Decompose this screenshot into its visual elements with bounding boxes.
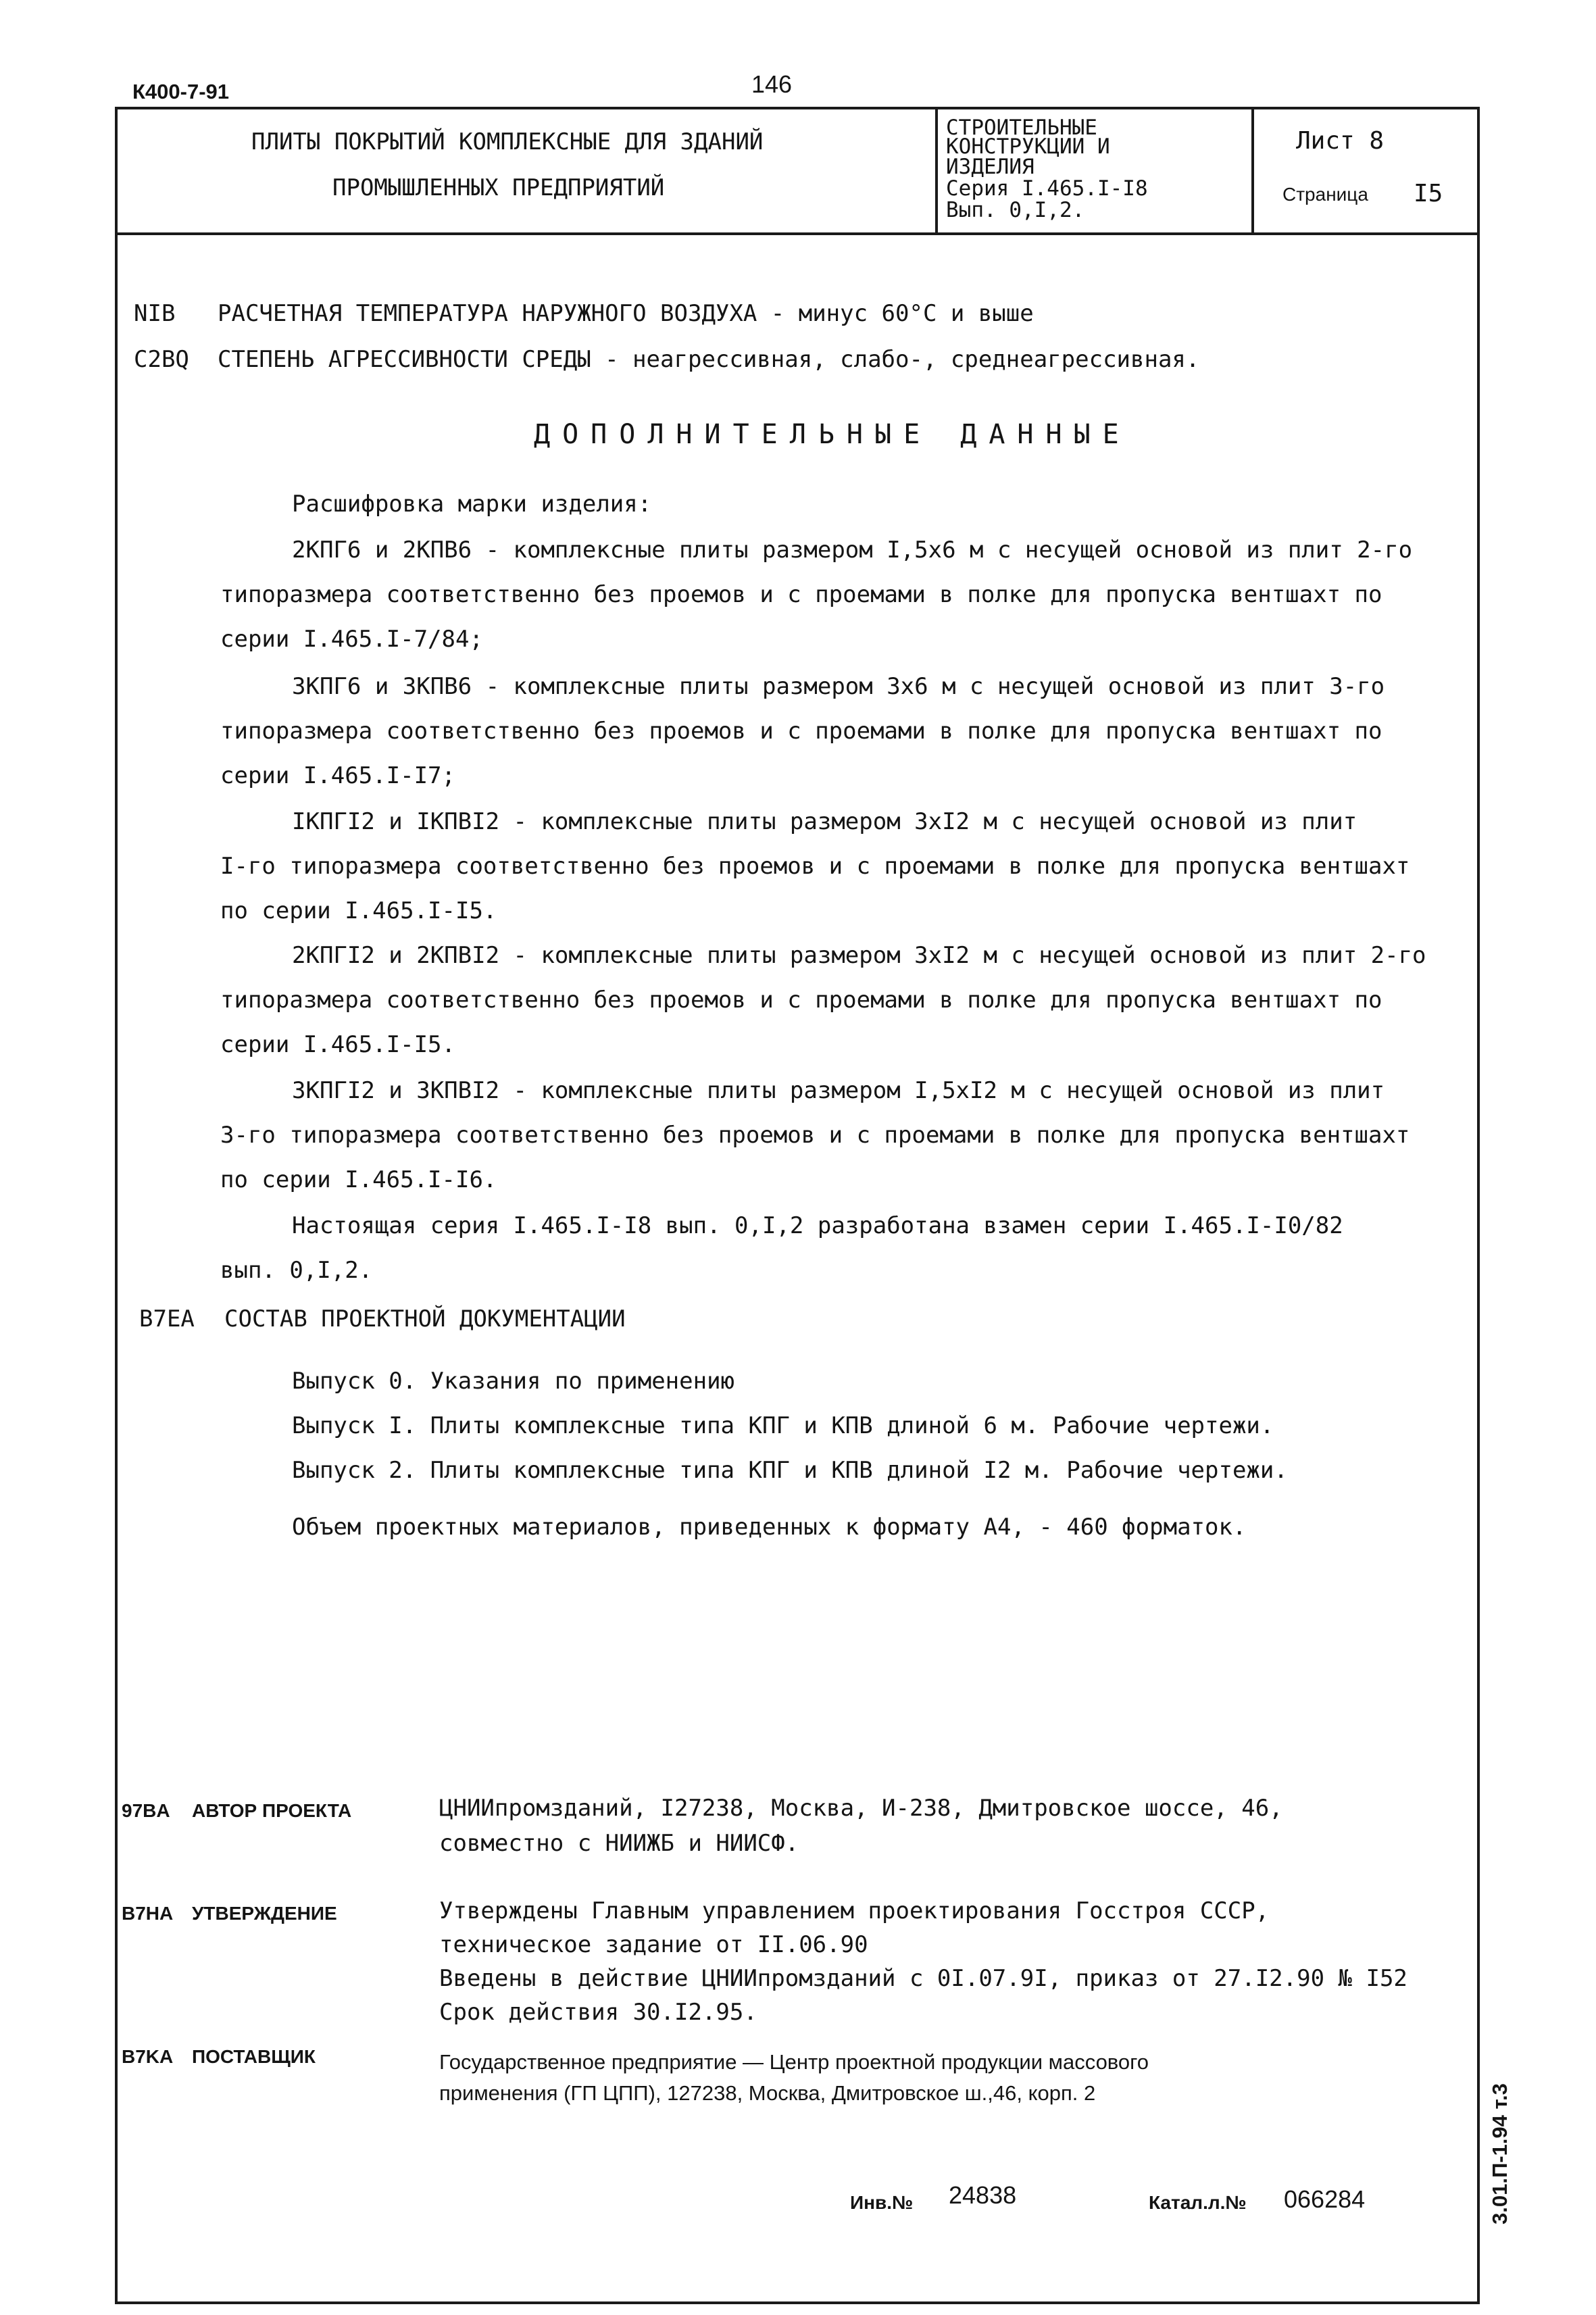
body-line: 3КПГI2 и 3КПВI2 - комплексные плиты размером I,5хI2 м с несущей основой из плит	[292, 1077, 1385, 1104]
footer-author-line: ЦНИИпромзданий, I27238, Москва, И-238, Дмитровское шоссе, 46,	[439, 1795, 1283, 1822]
body-line: 3КПГ6 и 3КПВ6 - комплексные плиты размером 3х6 м с несущей основой из плит 3-го	[292, 673, 1385, 700]
body-line: 2КПГI2 и 2КПВI2 - комплексные плиты размером 3хI2 м с несущей основой из плит 2-го	[292, 942, 1426, 969]
body-line: по серии I.465.I-I6.	[220, 1166, 497, 1193]
section-title: ДОПОЛНИТЕЛЬНЫЕ ДАННЫЕ	[534, 419, 1131, 450]
field-temperature: РАСЧЕТНАЯ ТЕМПЕРАТУРА НАРУЖНОГО ВОЗДУХА - минус 60°С и выше	[218, 300, 1034, 327]
footer-label-approval: УТВЕРЖДЕНИЕ	[192, 1903, 337, 1924]
body-line: Расшифровка марки изделия:	[292, 491, 652, 518]
composition-title: СОСТАВ ПРОЕКТНОЙ ДОКУМЕНТАЦИИ	[224, 1305, 626, 1333]
footer-supplier-line: Государственное предприятие — Центр проектной продукции массового	[439, 2050, 1149, 2074]
catalog-number: 066284	[1284, 2185, 1366, 2213]
composition-item: Выпуск 2. Плиты комплексные типа КПГ и КПВ длиной I2 м. Рабочие чертежи.	[292, 1457, 1288, 1484]
composition-item: Выпуск 0. Указания по применению	[292, 1368, 735, 1395]
body-line: серии I.465.I-7/84;	[220, 626, 483, 653]
catalog-label: Катал.л.№	[1149, 2192, 1247, 2213]
footer-approval-line: Утверждены Главным управлением проектирования Госстроя СССР,	[439, 1897, 1270, 1924]
header-category-line2: КОНСТРУКЦИИ И	[946, 134, 1110, 159]
header-category-line1: СТРОИТЕЛЬНЫЕ	[946, 116, 1097, 140]
body-line: IКПГI2 и IКПВI2 - комплексные плиты размером 3хI2 м с несущей основой из плит	[292, 808, 1357, 835]
body-line: Настоящая серия I.465.I-I8 вып. 0,I,2 разработана взамен серии I.465.I-I0/82	[292, 1212, 1343, 1239]
header-vline-1	[935, 107, 938, 234]
side-code: 3.01.П-1.94 т.3	[1488, 2083, 1512, 2224]
page-label: Страница	[1282, 184, 1368, 205]
footer-code-author: 97BA	[122, 1800, 170, 1821]
body-line: 3-го типоразмера соответственно без проемов и с проемами в полке для пропуска вентшахт	[220, 1122, 1410, 1149]
body-line: типоразмера соответственно без проемов и с проемами в полке для пропуска вентшахт по	[220, 581, 1382, 608]
body-line: I-го типоразмера соответственно без проемов и с проемами в полке для пропуска вентшахт	[220, 853, 1410, 880]
body-line: 2КПГ6 и 2КПВ6 - комплексные плиты размером I,5х6 м с несущей основой из плит 2-го	[292, 537, 1413, 564]
field-aggressiveness: СТЕПЕНЬ АГРЕССИВНОСТИ СРЕДЫ - неагрессивная, слабо-, среднеагрессивная.	[218, 346, 1200, 373]
body-line: серии I.465.I-I5.	[220, 1031, 455, 1058]
footer-supplier-line: применения (ГП ЦПП), 127238, Москва, Дмитровское ш.,46, корп. 2	[439, 2081, 1096, 2105]
footer-author-line: совместно с НИИЖБ и НИИСФ.	[439, 1830, 799, 1857]
footer-approval-line: техническое задание от II.06.90	[439, 1931, 868, 1958]
footer-label-author: АВТОР ПРОЕКТА	[192, 1800, 352, 1821]
header-title-line2: ПРОМЫШЛЕННЫХ ПРЕДПРИЯТИЙ	[332, 174, 665, 201]
inventory-label: Инв.№	[850, 2192, 914, 2213]
footer-code-approval: B7HA	[122, 1903, 174, 1924]
footer-approval-line: Введены в действие ЦНИИпромзданий с 0I.07.9I, приказ от 27.I2.90 № I52	[439, 1965, 1407, 1992]
header-title-line1: ПЛИТЫ ПОКРЫТИЙ КОМПЛЕКСНЫЕ ДЛЯ ЗДАНИЙ	[251, 128, 764, 155]
composition-volume: Объем проектных материалов, приведенных к формату А4, - 460 форматок.	[292, 1514, 1247, 1541]
footer-code-supplier: B7KA	[122, 2046, 174, 2067]
header-divider	[115, 232, 1480, 235]
document-code: К400-7-91	[132, 80, 230, 103]
header-issues: Вып. 0,I,2.	[946, 198, 1085, 222]
body-line: серии I.465.I-I7;	[220, 762, 455, 789]
field-code-nib: NIB	[134, 300, 176, 327]
body-line: типоразмера соответственно без проемов и с проемами в полке для пропуска вентшахт по	[220, 718, 1382, 745]
body-line: по серии I.465.I-I5.	[220, 897, 497, 924]
footer-approval-line: Срок действия 30.I2.95.	[439, 1999, 757, 2026]
header-series: Серия I.465.I-I8	[946, 176, 1148, 201]
field-code-c2bq: C2BQ	[134, 346, 189, 373]
composition-item: Выпуск I. Плиты комплексные типа КПГ и КПВ длиной 6 м. Рабочие чертежи.	[292, 1412, 1274, 1439]
body-line: типоразмера соответственно без проемов и с проемами в полке для пропуска вентшахт по	[220, 987, 1382, 1014]
header-vline-2	[1251, 107, 1254, 234]
sheet-label: Лист 8	[1296, 127, 1385, 155]
footer-label-supplier: ПОСТАВЩИК	[192, 2046, 316, 2067]
composition-code: B7EA	[139, 1305, 195, 1333]
inventory-number: 24838	[949, 2181, 1017, 2209]
header-category-line3: ИЗДЕЛИЯ	[946, 155, 1034, 179]
page-value: I5	[1414, 180, 1443, 207]
page-number: 146	[751, 70, 793, 98]
body-line: вып. 0,I,2.	[220, 1257, 373, 1284]
